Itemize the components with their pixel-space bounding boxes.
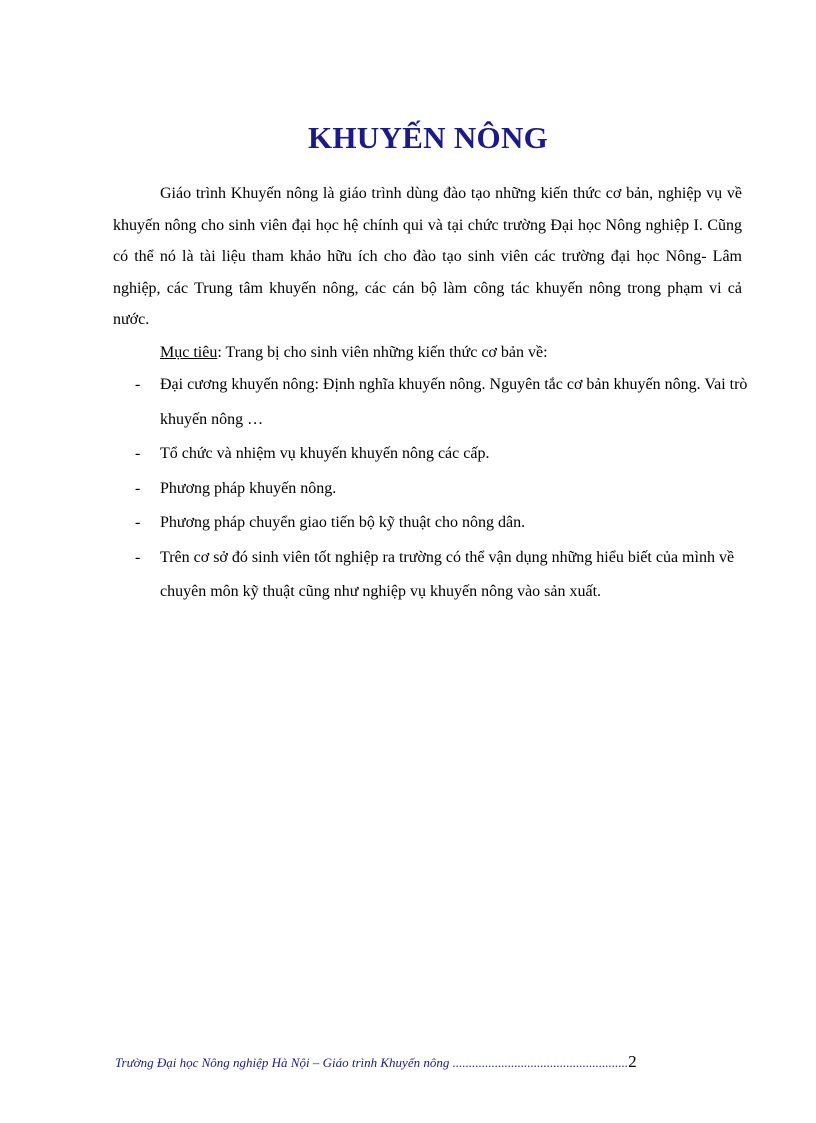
objective-label: Mục tiêu xyxy=(160,344,218,361)
page-footer xyxy=(115,1052,695,1072)
objective-text: : Trang bị cho sinh viên những kiến thức cơ bản về: xyxy=(217,344,548,361)
footer-text: Trường Đại học Nông nghiệp Hà Nội – Giáo trình Khuyến nông ...................................................... xyxy=(115,1055,629,1070)
list-item-text: Trên cơ sở đó sinh viên tốt nghiệp ra trường có thể vận dụng những hiểu biết của mình về chuyên môn kỹ thuật cũng như nghiệp vụ khuyến nông vào sản xuất. xyxy=(160,548,735,600)
bullet-dash: - xyxy=(135,548,141,566)
list-item-text: Phương pháp khuyến nông. xyxy=(160,479,337,497)
bullet-dash: - xyxy=(135,514,141,531)
page-title: KHUYẾN NÔNG xyxy=(307,120,549,155)
list-item-text: Phương pháp chuyển giao tiến bộ kỹ thuật cho nông dân. xyxy=(160,514,526,531)
list-item xyxy=(113,368,753,437)
list-item-text: Tổ chức và nhiệm vụ khuyến khuyến nông các cấp. xyxy=(160,445,490,462)
list-item xyxy=(113,506,753,541)
bullet-dash: - xyxy=(135,445,141,462)
objective-line xyxy=(160,337,750,369)
list-item xyxy=(113,472,753,507)
objective-list xyxy=(113,368,753,610)
list-item xyxy=(113,437,753,472)
bullet-dash: - xyxy=(135,479,141,497)
list-item-text: Đại cương khuyến nông: Định nghĩa khuyến nông. Nguyên tắc cơ bản khuyến nông. Vai trò khuyến nông … xyxy=(160,376,748,428)
page-number: 2 xyxy=(628,1052,637,1071)
list-item xyxy=(113,541,753,610)
intro-paragraph: Giáo trình Khuyến nông là giáo trình dùng đào tạo những kiến thức cơ bản, nghiệp vụ về khuyến nông cho sinh viên đại học hệ chính qui và tại chức trường Đại học Nông nghiệp I. Cũng có thể nó là tài liệu tham khảo hữu ích cho đào tạo sinh viên các trường đại học Nông- Lâm nghiệp, các Trung tâm khuyến nông, các cán bộ làm công tác khuyến nông trong phạm vi cả nước. xyxy=(113,185,742,328)
bullet-dash: - xyxy=(135,376,141,393)
